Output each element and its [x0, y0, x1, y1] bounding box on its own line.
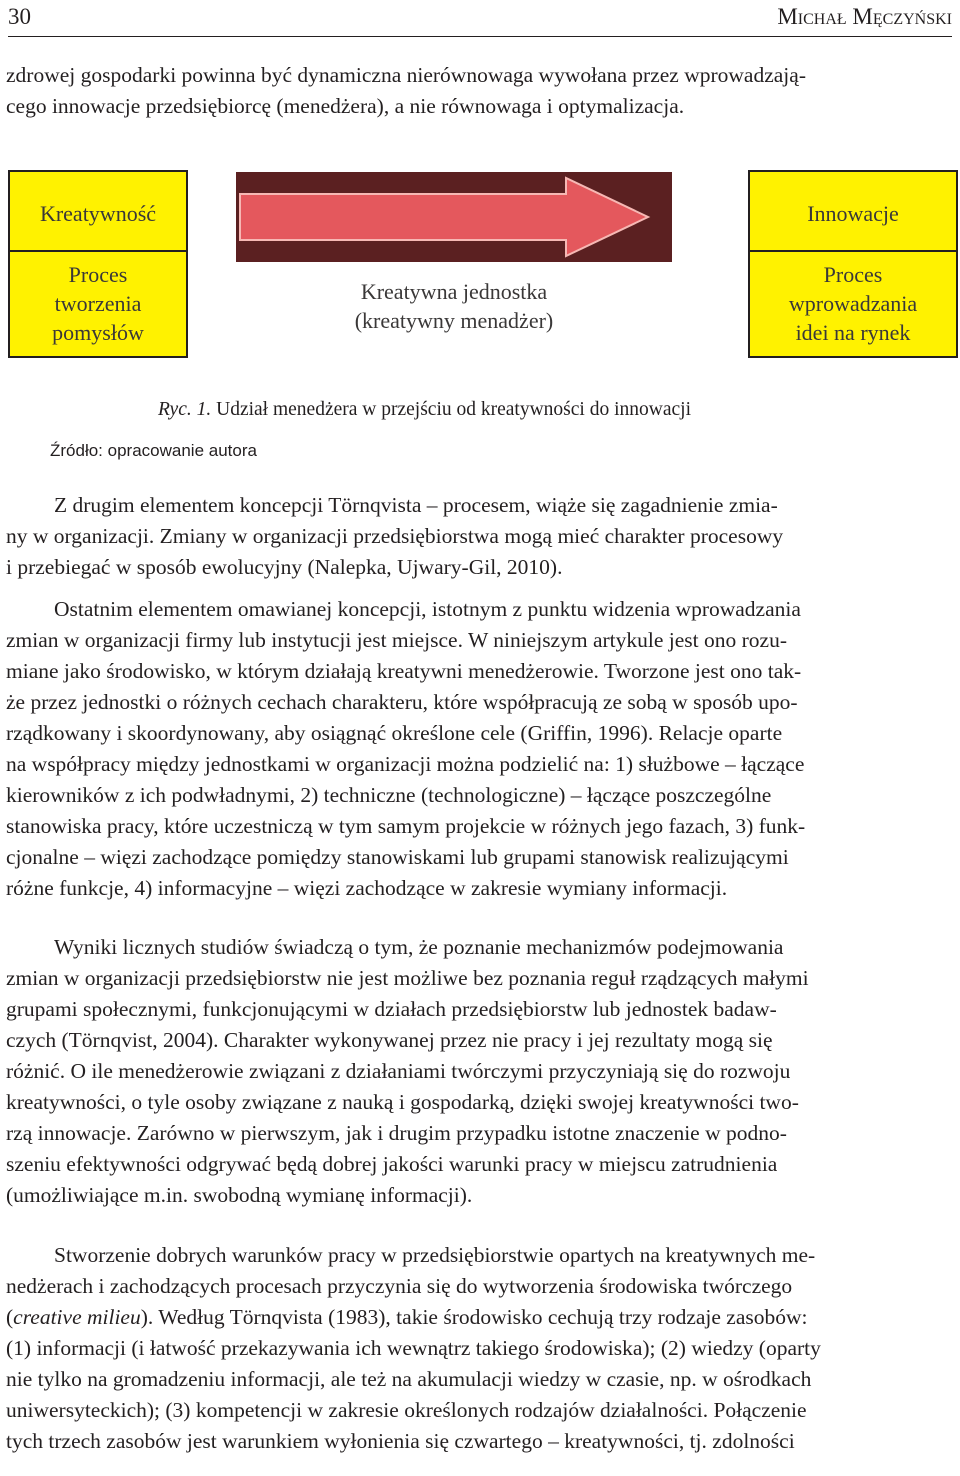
- box-line: wprowadzania: [788, 291, 918, 316]
- box-line: Proces: [68, 262, 128, 287]
- creativity-box: [8, 170, 188, 358]
- label-line: (kreatywny menadżer): [354, 308, 554, 333]
- paragraph: [6, 490, 956, 583]
- text-line: nie tylko na gromadzeniu informacji, ale też na akumulacji wiedzy w czasie, np. w ośrodkach: [6, 1367, 812, 1391]
- text-line: grupami społecznymi, funkcjonującymi w działach przedsiębiorstw lub jednostek badaw-: [6, 997, 777, 1021]
- text-line: i przebiegać w sposób ewolucyjny (Nalepka, Ujwary-Gil, 2010).: [6, 555, 563, 579]
- figure-source: Źródło: opracowanie autora: [50, 441, 257, 460]
- text-line: Z drugim elementem koncepcji Törnqvista – procesem, wiąże się zagadnienie zmia-: [54, 493, 778, 517]
- text-line: cjonalne – więzi zachodzące pomiędzy stanowiskami lub grupami stanowisk realizującymi: [6, 845, 789, 869]
- innovation-box: [748, 170, 958, 358]
- text-line: zdrowej gospodarki powinna być dynamiczna nierównowaga wywołana przez wprowadzają-: [6, 63, 806, 87]
- text-line: czych (Törnqvist, 2004). Charakter wykonywanej przez nie pracy i jej rezultaty mogą się: [6, 1028, 773, 1052]
- caption-label: Ryc. 1.: [158, 399, 212, 420]
- text-line: uniwersyteckich); (3) kompetencji w zakresie określonych rodzajów działalności. Połączenie: [6, 1398, 807, 1422]
- text-line: Ostatnim elementem omawianej koncepcji, istotnym z punktu widzenia wprowadzania: [54, 597, 801, 621]
- box-line: tworzenia: [54, 291, 142, 316]
- caption-text: Udział menedżera w przejściu od kreatywności do innowacji: [216, 399, 691, 420]
- process-arrow: [236, 172, 672, 262]
- text-line: nedżerach i zachodzących procesach przyczynia się do wytworzenia środowiska twórczego: [6, 1274, 793, 1298]
- box-line: pomysłów: [52, 320, 144, 345]
- text-line: zmian w organizacji przedsiębiorstw nie jest możliwe bez poznania reguł rządzących małymi: [6, 966, 809, 990]
- text-line: różne funkcje, 4) informacyjne – więzi zachodzące w zakresie wymiany informacji.: [6, 876, 728, 900]
- text-line: miane jako środowisko, w którym działają kreatywni menedżerowie. Tworzone jest ono tak-: [6, 659, 802, 683]
- box-divider: [10, 250, 186, 252]
- creativity-box-body: [10, 260, 186, 347]
- figure-caption: [158, 399, 691, 421]
- text-line: ny w organizacji. Zmiany w organizacji przedsiębiorstwa mogą mieć charakter procesowy: [6, 524, 784, 548]
- box-divider: [750, 250, 956, 252]
- creative-unit-label: [236, 277, 672, 335]
- text-line: tych trzech zasobów jest warunkiem wyłonienia się czwartego – kreatywności, tj. zdolności: [6, 1429, 795, 1453]
- text-line: (creative milieu). Według Törnqvista (1983), takie środowisko cechują trzy rodzaje zasobów:: [6, 1305, 808, 1329]
- text-line: (umożliwiające m.in. swobodną wymianę informacji).: [6, 1183, 473, 1207]
- box-line: Proces: [823, 262, 883, 287]
- text-line: zmian w organizacji firmy lub instytucji jest miejsce. W niniejszym artykule jest ono rozu-: [6, 628, 787, 652]
- text-line: kierowników z ich podwładnymi, 2) techniczne (technologiczne) – łączące poszczególne: [6, 783, 772, 807]
- paragraph: [6, 1240, 956, 1457]
- text-line: Stworzenie dobrych warunków pracy w przedsiębiorstwie opartych na kreatywnych me-: [54, 1243, 816, 1267]
- text-line: (1) informacji (i łatwość przekazywania ich wewnątrz takiego środowiska); (2) wiedzy (oparty: [6, 1336, 821, 1360]
- page-header: [8, 0, 952, 36]
- text-line: rządkowany i skoordynowany, aby osiągnąć określone cele (Griffin, 1996). Relacje oparte: [6, 721, 783, 745]
- text-line: Wyniki licznych studiów świadczą o tym, że poznanie mechanizmów podejmowania: [54, 935, 784, 959]
- text-line: cego innowacje przedsiębiorcę (menedżera), a nie równowaga i optymalizacja.: [6, 94, 685, 118]
- text-line: rzą innowacje. Zarówno w pierwszym, jak i drugim przypadku istotne znaczenie w podno-: [6, 1121, 787, 1145]
- page-number: 30: [8, 4, 31, 29]
- intro-paragraph: [6, 60, 956, 122]
- text-line: stanowiska pracy, które uczestniczą w tym samym projekcie w różnych jego fazach, 3) funk-: [6, 814, 806, 838]
- innovation-box-title: Innowacje: [807, 201, 899, 226]
- innovation-box-body: [750, 260, 956, 347]
- header-rule: [8, 36, 952, 37]
- running-head: Michał Męczyński: [777, 4, 952, 29]
- text-line: na współpracy między jednostkami w organizacji można podzielić na: 1) służbowe – łączące: [6, 752, 805, 776]
- text-line: różnić. O ile menedżerowie związani z działaniami twórczymi przyczyniają się do rozwoju: [6, 1059, 791, 1083]
- creativity-box-title: Kreatywność: [39, 201, 157, 226]
- box-line: idei na rynek: [795, 320, 911, 345]
- text-line: szeniu efektywności odgrywać będą dobrej jakości warunki pracy w miejscu zatrudnienia: [6, 1152, 778, 1176]
- text-line: kreatywności, o tyle osoby związane z nauką i gospodarką, dzięki swojej kreatywności two-: [6, 1090, 799, 1114]
- paragraph: [6, 932, 956, 1211]
- label-line: Kreatywna jednostka: [360, 279, 548, 304]
- text-line: że przez jednostki o różnych cechach charakteru, które współpracują ze sobą w sposób upo-: [6, 690, 798, 714]
- paragraph: [6, 594, 956, 904]
